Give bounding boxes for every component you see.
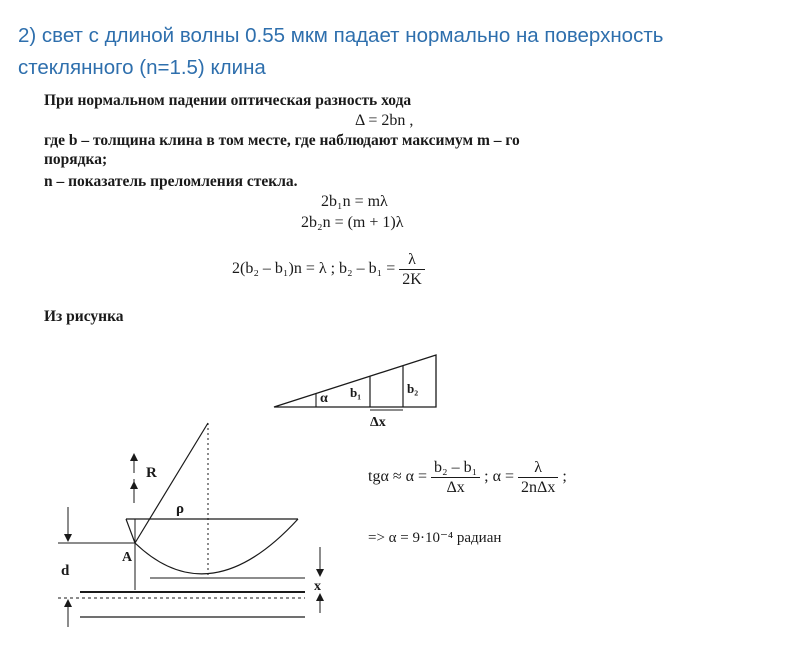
tangent-end: ; — [562, 468, 567, 486]
task-heading — [18, 20, 778, 84]
tangent-denominator-1: Δx — [446, 479, 465, 496]
lens-d-label: d — [61, 563, 70, 579]
lens-arc — [126, 519, 298, 574]
wedge-b1-label: b₁ — [350, 385, 362, 400]
thickness-difference-fraction — [399, 250, 425, 289]
where-text-line1: где b – толщина клина в том месте, где наблюдают максимум m – го — [44, 132, 520, 149]
task-heading-line1: 2) свет с длиной волны 0.55 мкм падает нормально на поверхность — [18, 24, 664, 47]
intro-text: При нормальном падении оптическая разность хода — [44, 92, 412, 109]
wedge-b2-label: b₂ — [407, 381, 419, 396]
x-arrow-top-head — [316, 569, 324, 577]
lens-x-label: x — [314, 579, 321, 594]
max-order-m-formula: 2b₁n = mλ — [321, 193, 388, 210]
task-heading-line2: стеклянного (n=1.5) клина — [18, 56, 266, 79]
tangent-formula — [368, 458, 567, 497]
r-arrow-head-2 — [130, 481, 138, 489]
tangent-fraction-1 — [431, 458, 480, 497]
tangent-left: tgα ≈ α = — [368, 468, 428, 486]
wedge-dx-label: Δx — [370, 415, 386, 430]
d-arrow-bottom-head — [64, 599, 72, 607]
x-arrow-bottom-head — [316, 593, 324, 601]
lens-a-label: A — [122, 550, 133, 565]
result-formula: => α = 9·10⁻⁴ радиан — [368, 530, 502, 546]
lens-diagram — [50, 415, 350, 630]
tangent-denominator-2: 2nΔx — [521, 479, 556, 496]
refraction-index-text: n – показатель преломления стекла. — [44, 173, 298, 190]
tangent-numerator-1: b₂ – b₁ — [431, 458, 480, 478]
tangent-fraction-2 — [518, 458, 558, 497]
from-figure-text: Из рисунка — [44, 308, 124, 325]
fraction-numerator: λ — [399, 250, 425, 270]
r-arrow-up-head — [130, 453, 138, 461]
lens-r-label: R — [146, 465, 157, 481]
path-difference-formula: Δ = 2bn , — [355, 112, 414, 129]
tangent-middle: ; α = — [484, 468, 515, 486]
thickness-difference-formula — [232, 250, 425, 289]
tangent-numerator-2: λ — [518, 458, 558, 478]
max-order-m-plus-1-formula: 2b₂n = (m + 1)λ — [301, 214, 404, 231]
wedge-alpha-label: α — [320, 391, 328, 406]
d-arrow-top-head — [64, 534, 72, 542]
lens-radius-line — [135, 423, 208, 543]
fraction-denominator: 2K — [402, 271, 422, 288]
where-text-line2: порядка; — [44, 151, 108, 168]
thickness-difference-left: 2(b₂ – b₁)n = λ ; b₂ – b₁ = — [232, 260, 396, 278]
lens-rho-label: ρ — [176, 501, 185, 517]
